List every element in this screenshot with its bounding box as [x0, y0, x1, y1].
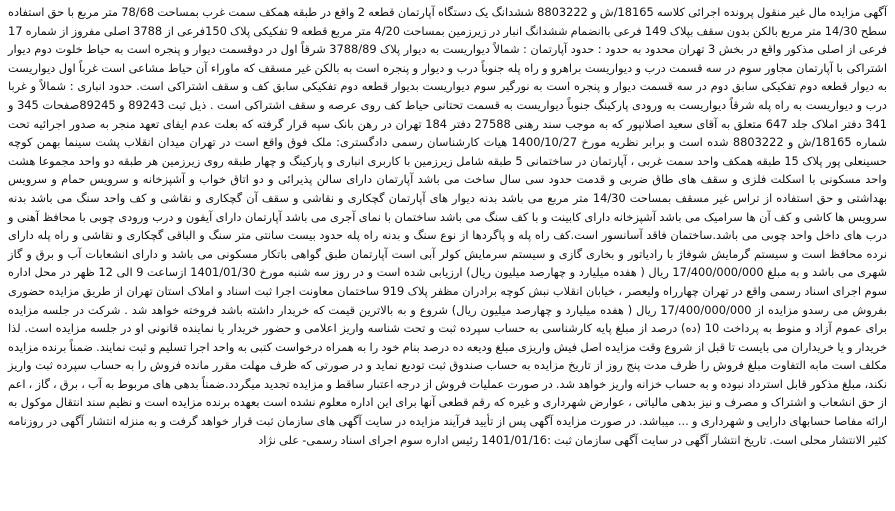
auction-notice-text: آگهی مزایده مال غیر منقول پرونده اجرائی کلاسه 18165/ش و 8803222 ششدانگ یک دستگاه آپارتمان قطعه 2 واقع در طبقه همکف سمت غرب بمساحت 78/68 متر مربع با حق استفاده سطح 14/30 متر مربع بالکن بدون سقف بپلاک 149 فرعی باانضمام ششدانگ انبار در زیرزمین بمساحت 4/20 متر مربع قطعه 9 تفکیکی پلاک 150فرعی از 3788 اصلی مفروز از شماره 17 فرعی از اصلی مذکور واقع در بخش 3 تهران محدود به حدود : حدود آپارتمان : شمالاً دیواریست به دیوار پلاک 3788/89 شرقاً اول در دوقسمت دیوار و پنجره است به حیاط خلوت دوم دیوار اشتراکی با آپارتمان مجاور سوم در سه قسمت درب و دیواریست براهرو و راه پله جنوباً درب و دیوار و پنجره است به بالکن غیر مسقف که ماوراء آن حیاط مشاعی است غرباً اول دیواریست به دیوار قطعه دوم تفکیکی سابق دوم در سه قسمت دیوار و پنجره است به نورگیر سوم دیواریست بدیوار قطعه دوم تفکیکی سابق کف و سقف اشتراکی است. حدود انباری : شمالاً و غربا درب و دیواریست به راه پله شرقاً دیواریست به ورودی پارکینگ جنوباً دیواریست به قسمت تحتانی حیاط کف روی عرصه و سقف اشتراکی است . ذیل ثبت 89243 و 89245صفحات 345 و 341 دفتر املاک جلد 647 متعلق به آقای سعید اصلانپور که به موجب سند رهنی 27588 دفتر 184 تهران در رهن بانک سپه قرار گرفته که بعلت عدم ایفای تعهد منجر به صدور اجرائیه تحت شماره 18165/ش و 8803222 شده است و برابر نظریه مورخ 1400/10/27 هیات کارشناسان رسمی دادگستری: ملک فوق واقع است در تهران میدان انقلاب پشت سینما بهمن کوچه حسینعلی پور پلاک 15 طبقه همکف واحد سمت غربی ، آپارتمان در ساختمانی 5 طبقه شامل زیرزمین با کاربری انباری و پارکینگ و چهار طبقه روی زیرزمین هر طبقه دو واحد مجموعا هشت واحد مسکونی با اسکلت فلزی و سقف های طاق ضربی و قدمت حدود سی سال ساخت می باشد آپارتمان دارای سالن پذیرائی و دو اتاق خواب و آشپزخانه و سرویس حمام و سرویس بهداشتی و حق استفاده از تراس غیر مسقف بمساحت 14/30 متر مربع می باشد بدنه دیوار های آپارتمان گچکاری و نقاشی و سقف آن گچکاری و نقاشی و کف واحد سنگ می باشد بدنه سرویس ها کاشی و کف آن ها سرامیک می باشد آشپزخانه دارای کابینت و با کف سنگ می باشد ساختمان با نمای آجری می باشد آپارتمان دارای آیفون و درب ورودی چوبی با محافظ آهنی و درب های داخل واحد چوبی می باشد.ساختمان فاقد آسانسور است.کف راه پله و پاگردها از نوع سنگ و بدنه راه پله حدود بیست سانتی متر سنگ و الباقی گچکاری و نقاشی و راه پله دارای نرده محافظ است و سیستم گرمایش شوفاژ با رادیاتور و بخاری گازی و سیستم سرمایش کولر آبی است آپارتمان طبق گواهی باتکار مسکونی می باشد و دارای انشعابات آب و برق و گاز شهری می باشد و به مبلغ 17/400/000/000 ریال ( هفده میلیارد و چهارصد میلیون ریال) ارزیابی شده است و در روز سه شنبه مورخ 1401/01/30 ازساعت 9 الی 12 ظهر در محل اداره سوم اجرای اسناد رسمی واقع در تهران چهارراه ولیعصر ، خیابان انقلاب نبش کوچه برادران مظفر پلاک 919 ساختمان معاونت اجرا ثبت اسناد و املاک استان تهران از طریق مزایده حضوری بفروش می رسدو مزایده از 17/400/000/000 ریال ( هفده میلیارد و چهارصد میلیون ریال) شروع و به بالاترین قیمت که خریدار داشته باشد فروخته خواهد شد . شرکت در جلسه مزایده برای عموم آزاد و منوط به پرداخت 10 (ده) درصد از مبلغ پایه کارشناسی به حساب سپرده ثبت و تحت شناسه واریز اعلامی و حضور خریدار یا نماینده قانونی او در جلسه مزایده است. لذا خریدار و یا خریداران می بایست تا قبل از شروع وقت مزایده اصل فیش واریزی مبلغ ودیعه ده درصد بنام خود را به همراه درخواست کتبی به واحد اجرا تسلیم و ثبت نمایند. ضمناً برنده مزایده مکلف است مابه التفاوت مبلغ فروش را ظرف مدت پنج روز از تاریخ مزایده به حساب صندوق ثبت تودیع نماید و در صورتی که ظرف مهلت مقرر مانده فروش را به حساب سپرده ثبت واریز نکند، مبلغ مذکور قابل استرداد نبوده و به حساب خزانه واریز خواهد شد. در صورت عملیات فروش از درجه اعتبار ساقط و مزایده تجدید میگردد.ضمناً بدهی های مربوط به آب ، برق ، گاز ، اعم از حق انشعاب و اشتراک و مصرف و نیز بدهی مالیاتی ، عوارض شهرداری و غیره که رقم قطعی آنها برای این اداره معلوم نشده است بعهده برنده مزایده است و نظیم سند انتقال موکول به ارائه مفاصا حسابهای دارایی و شهرداری و ... میباشد. در صورت مزایده آگهی پس از تأیید فرآیند مزایده در سایت آگهی های سازمان ثبت قرار خواهد گرفت و به منزله انتشار آگهی در روزنامه کثیر الانتشار محلی است. تاریخ انتشار آگهی در سایت آگهی سازمان ثبت :1401/01/16 رئیس اداره سوم اجرای اسناد رسمی- علی نژاد [8, 5, 888, 447]
